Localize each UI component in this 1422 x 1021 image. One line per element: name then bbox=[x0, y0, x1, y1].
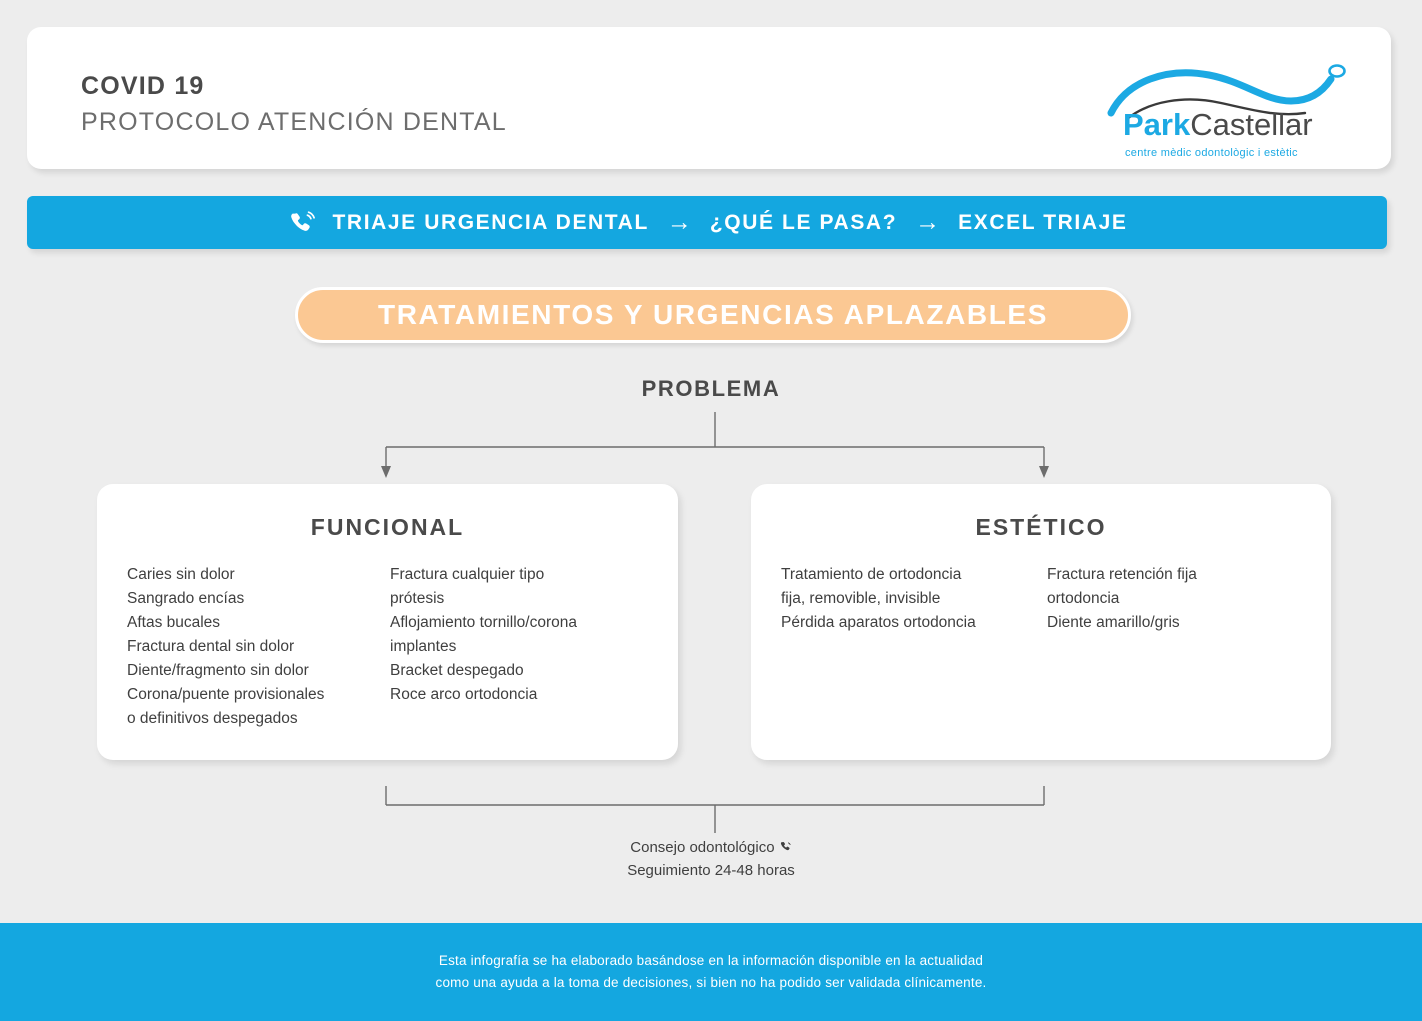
list-item: fija, removible, invisible bbox=[781, 590, 941, 608]
arrow-right-icon: → bbox=[915, 208, 941, 236]
branch-card-estetico bbox=[751, 484, 1331, 760]
page-subtitle: PROTOCOLO ATENCIÓN DENTAL bbox=[81, 108, 507, 137]
list-item: Diente/fragmento sin dolor bbox=[127, 662, 309, 680]
symptom-list bbox=[1047, 563, 1301, 635]
footer-bar bbox=[0, 923, 1422, 1021]
branch-column bbox=[781, 563, 1037, 635]
footer-disclaimer bbox=[0, 950, 1422, 993]
branch-title-estetico: ESTÉTICO bbox=[975, 514, 1107, 540]
branch-column bbox=[1047, 563, 1301, 635]
list-item: o definitivos despegados bbox=[127, 710, 298, 728]
outcome-line-2: Seguimiento 24-48 horas bbox=[627, 862, 795, 880]
phone-call-icon bbox=[287, 209, 315, 237]
symptom-list bbox=[781, 563, 1037, 635]
section-banner-label: TRATAMIENTOS Y URGENCIAS APLAZABLES bbox=[378, 299, 1048, 330]
triage-step-2-label: ¿QUÉ LE PASA? bbox=[709, 210, 898, 234]
list-item: Corona/puente provisionales bbox=[127, 686, 325, 704]
header-card bbox=[27, 27, 1391, 169]
footer-line-1: Esta infografía se ha elaborado basándose en la información disponible en la actualidad bbox=[438, 953, 984, 968]
phone-icon bbox=[779, 840, 792, 853]
list-item: Tratamiento de ortodoncia bbox=[781, 566, 962, 583]
logo-tagline: centre mèdic odontològic i estètic bbox=[1125, 147, 1298, 159]
list-item: Pérdida aparatos ortodoncia bbox=[781, 614, 976, 632]
list-item: Roce arco ortodoncia bbox=[390, 686, 538, 704]
symptom-list bbox=[127, 563, 380, 731]
list-item: Aftas bucales bbox=[127, 614, 221, 632]
flow-outcome bbox=[0, 836, 1422, 883]
branch-card-funcional bbox=[97, 484, 678, 760]
logo-word-castellar: Castellar bbox=[1190, 107, 1313, 142]
list-item: ortodoncia bbox=[1047, 590, 1120, 608]
list-item: Fractura cualquier tipo bbox=[390, 566, 545, 583]
list-item: Fractura retención fija bbox=[1047, 566, 1197, 583]
symptom-list bbox=[390, 563, 648, 707]
list-item: Diente amarillo/gris bbox=[1047, 614, 1180, 632]
branch-column bbox=[390, 563, 648, 731]
outcome-line-1 bbox=[0, 836, 1422, 859]
list-item: Bracket despegado bbox=[390, 662, 524, 680]
list-item: Sangrado encías bbox=[127, 590, 245, 608]
list-item: Aflojamiento tornillo/corona bbox=[390, 614, 577, 632]
list-item: Caries sin dolor bbox=[127, 566, 235, 583]
arrow-right-icon: → bbox=[666, 208, 692, 236]
header-titles bbox=[81, 71, 507, 139]
branch-columns-estetico bbox=[751, 563, 1331, 635]
branch-column bbox=[127, 563, 380, 731]
logo-word-park: Park bbox=[1123, 107, 1191, 142]
triage-step-1-label: TRIAJE URGENCIA DENTAL bbox=[332, 210, 649, 234]
list-item: implantes bbox=[390, 638, 457, 656]
page-title: COVID 19 bbox=[81, 72, 205, 100]
section-banner-aplazables bbox=[295, 287, 1131, 343]
triage-flow-bar bbox=[27, 196, 1387, 249]
list-item: Fractura dental sin dolor bbox=[127, 638, 295, 656]
brand-logo bbox=[1105, 57, 1355, 169]
branch-columns-funcional bbox=[97, 563, 678, 731]
outcome-line-1-label: Consejo odontológico bbox=[630, 839, 775, 856]
branch-title-funcional: FUNCIONAL bbox=[310, 514, 465, 540]
triage-step-3-label: EXCEL TRIAJE bbox=[958, 210, 1128, 234]
flow-root-label: PROBLEMA bbox=[641, 376, 781, 401]
footer-line-2: como una ayuda a la toma de decisiones, si bien no ha podido ser validada clínicamente. bbox=[435, 974, 987, 990]
logo-wordmark bbox=[1123, 107, 1313, 143]
list-item: prótesis bbox=[390, 590, 445, 608]
